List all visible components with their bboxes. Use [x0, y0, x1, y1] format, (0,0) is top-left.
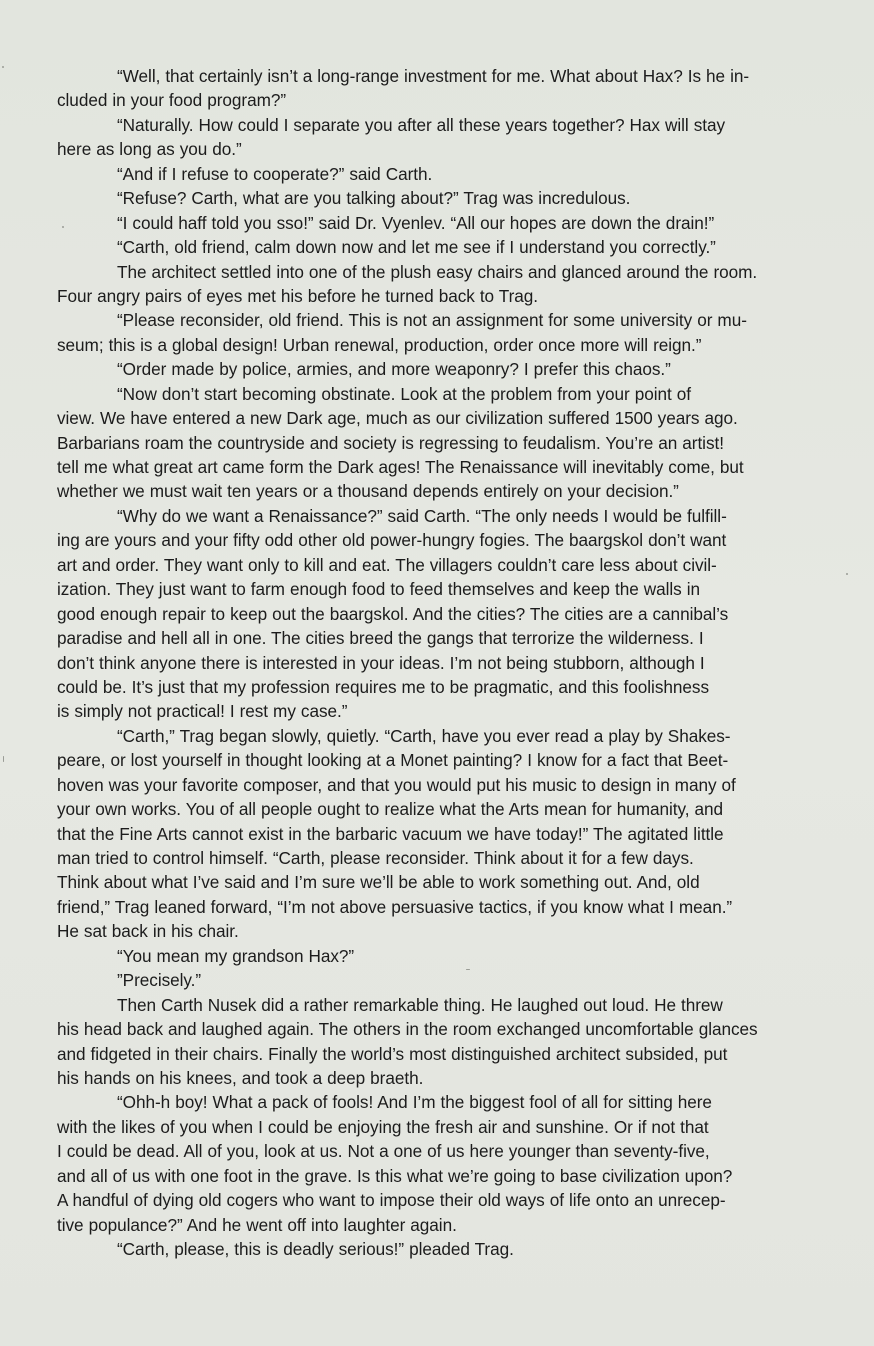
text-line: could be. It’s just that my profession requires me to be pragmatic, and this foolishness — [57, 676, 709, 697]
text-line: “Now don’t start becoming obstinate. Look at the problem from your point of — [117, 383, 692, 404]
text-line: paradise and hell all in one. The cities breed the gangs that terrorize the wilderness. I — [57, 628, 704, 649]
text-line: The architect settled into one of the plush easy chairs and glanced around the room. — [117, 261, 758, 282]
text-line: tell me what great art came form the Dark ages! The Renaissance will inevitably come, but — [57, 457, 744, 477]
text-line: and fidgeted in their chairs. Finally the world’s most distinguished architect subsided, put — [57, 1043, 728, 1064]
text-line: your own works. You of all people ought to realize what the Arts mean for humanity, and — [57, 799, 724, 820]
text-line: here as long as you do.” — [57, 139, 242, 160]
text-line: whether we must wait ten years or a thousand depends entirely on your decision.” — [57, 481, 679, 502]
text-line: Then Carth Nusek did a rather remarkable thing. He laughed out loud. He threw — [117, 994, 723, 1015]
text-line: is simply not practical! I rest my case.” — [57, 701, 348, 722]
text-line: Four angry pairs of eyes met his before he turned back to Trag. — [57, 285, 538, 306]
text-line: art and order. They want only to kill and eat. The villagers couldn’t care less about civil- — [57, 554, 717, 575]
text-line: He sat back in his chair. — [57, 921, 239, 942]
body-text — [57, 64, 825, 1261]
paper-speck — [466, 969, 470, 970]
paper-speck — [2, 66, 4, 68]
paper-speck — [846, 573, 848, 575]
text-line: “Naturally. How could I separate you after all these years together? Hax will stay — [117, 114, 726, 135]
text-line: “Carth, please, this is deadly serious!” pleaded Trag. — [117, 1239, 514, 1259]
text-line: ing are yours and your fifty odd other old power-hungry fogies. The baargskol don’t want — [57, 530, 727, 551]
text-line: ization. They just want to farm enough food to feed themselves and keep the walls in — [57, 579, 700, 600]
text-line: “Ohh-h boy! What a pack of fools! And I’m the biggest fool of all for sitting here — [117, 1092, 712, 1113]
text-line: “You mean my grandson Hax?” — [117, 945, 355, 966]
text-line: peare, or lost yourself in thought looking at a Monet painting? I know for a fact that Beet- — [57, 750, 729, 771]
text-line: man tried to control himself. “Carth, please reconsider. Think about it for a few days. — [57, 848, 694, 868]
text-line: ”Precisely.” — [117, 970, 202, 991]
paper-speck — [62, 226, 64, 228]
text-line: “Well, that certainly isn’t a long-range investment for me. What about Hax? Is he in- — [117, 66, 750, 86]
text-line: seum; this is a global design! Urban renewal, production, order once more will reign.” — [57, 334, 702, 355]
text-line: his hands on his knees, and took a deep braeth. — [57, 1067, 424, 1088]
text-line: tive populance?” And he went off into laughter again. — [57, 1214, 457, 1235]
text-line: his head back and laughed again. The others in the room exchanged uncomfortable glances — [57, 1019, 758, 1040]
text-line: hoven was your favorite composer, and that you would put his music to design in many of — [57, 774, 736, 795]
text-line: good enough repair to keep out the baargskol. And the cities? The cities are a cannibal’s — [57, 603, 729, 624]
text-line: “Why do we want a Renaissance?” said Carth. “The only needs I would be fulfill- — [117, 505, 727, 526]
text-line: I could be dead. All of you, look at us. Not a one of us here younger than seventy-five, — [57, 1141, 710, 1162]
text-line: cluded in your food program?” — [57, 90, 287, 111]
text-line: friend,” Trag leaned forward, “I’m not above persuasive tactics, if you know what I mean.” — [57, 896, 733, 917]
text-line: “Refuse? Carth, what are you talking about?” Trag was incredulous. — [117, 188, 631, 209]
text-line: “Please reconsider, old friend. This is not an assignment for some university or mu- — [117, 310, 747, 331]
text-line: “Order made by police, armies, and more weaponry? I prefer this chaos.” — [117, 359, 671, 380]
text-line: with the likes of you when I could be enjoying the fresh air and sunshine. Or if not that — [57, 1116, 709, 1137]
text-line: Think about what I’ve said and I’m sure we’ll be able to work something out. And, old — [57, 872, 700, 893]
text-line: A handful of dying old cogers who want to impose their old ways of life onto an unrecep- — [57, 1190, 726, 1211]
text-line: and all of us with one foot in the grave. Is this what we’re going to base civilization upon? — [57, 1165, 733, 1186]
text-line: Barbarians roam the countryside and society is regressing to feudalism. You’re an artist! — [57, 432, 724, 453]
text-line: “And if I refuse to cooperate?” said Carth. — [117, 163, 433, 184]
text-line: “Carth, old friend, calm down now and let me see if I understand you correctly.” — [117, 237, 716, 258]
paper-speck — [3, 756, 4, 762]
text-line: “I could haff told you sso!” said Dr. Vyenlev. “All our hopes are down the drain!” — [117, 212, 715, 233]
text-line: that the Fine Arts cannot exist in the barbaric vacuum we have today!” The agitated little — [57, 823, 724, 844]
text-line: don’t think anyone there is interested in your ideas. I’m not being stubborn, although I — [57, 652, 705, 673]
text-line: “Carth,” Trag began slowly, quietly. “Carth, have you ever read a play by Shakes- — [117, 725, 731, 746]
text-line: view. We have entered a new Dark age, much as our civilization suffered 1500 years ago. — [57, 408, 738, 429]
